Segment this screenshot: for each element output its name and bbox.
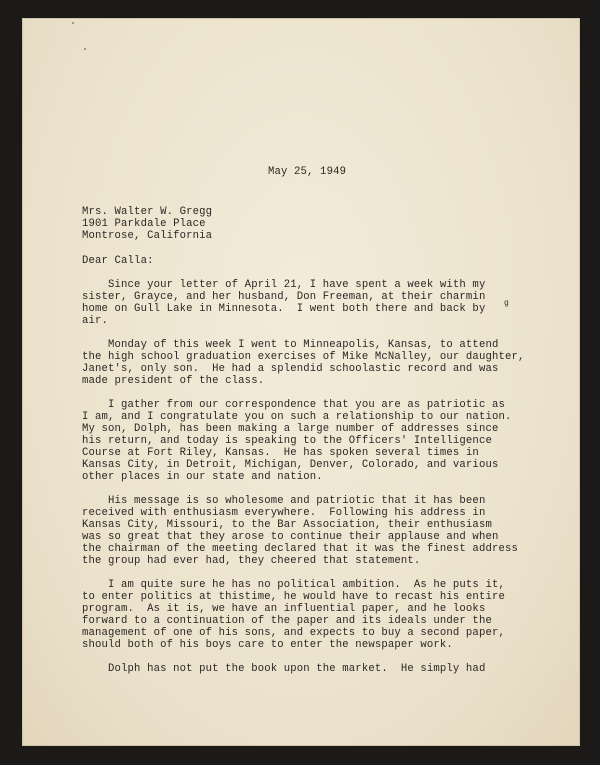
paragraph-5-line-4: forward to a continuation of the paper and its ideals under the: [82, 615, 492, 627]
paragraph-5-line-2: to enter politics at thistime, he would have to recast his entire: [82, 591, 505, 603]
paragraph-2-line-2: the high school graduation exercises of Mike McNalley, our daughter,: [82, 351, 525, 363]
paper-speck: [84, 48, 86, 50]
paragraph-5-line-5: management of one of his sons, and expects to buy a second paper,: [82, 627, 505, 639]
recipient-street: 1901 Parkdale Place: [82, 218, 206, 230]
recipient-city: Montrose, California: [82, 230, 213, 242]
paragraph-4-line-2: received with enthusiasm everywhere. Following his address in: [82, 507, 486, 519]
paragraph-2-line-4: made president of the class.: [82, 375, 265, 387]
paragraph-1-line-1: Since your letter of April 21, I have spent a week with my: [82, 279, 486, 291]
letter-page: [22, 18, 580, 746]
paragraph-3-line-1: I gather from our correspondence that you are as patriotic as: [82, 399, 505, 411]
paragraph-4-line-3: Kansas City, Missouri, to the Bar Association, their enthusiasm: [82, 519, 492, 531]
paragraph-3-line-6: Kansas City, in Detroit, Michigan, Denver, Colorado, and various: [82, 459, 499, 471]
paragraph-4-line-6: the group had ever had, they cheered that statement.: [82, 555, 421, 567]
paragraph-4-line-4: was so great that they arose to continue their applause and when: [82, 531, 499, 543]
paragraph-3-line-3: My son, Dolph, has been making a large number of addresses since: [82, 423, 499, 435]
paragraph-2-line-1: Monday of this week I went to Minneapolis, Kansas, to attend: [82, 339, 499, 351]
paragraph-1-line-4: air.: [82, 315, 109, 327]
paragraph-1-line-3: home on Gull Lake in Minnesota. I went both there and back by: [82, 303, 486, 315]
paragraph-3-line-5: Course at Fort Riley, Kansas. He has spoken several times in: [82, 447, 479, 459]
paragraph-4-line-1: His message is so wholesome and patriotic that it has been: [82, 495, 486, 507]
paper-speck: [72, 22, 74, 24]
paragraph-5-line-3: program. As it is, we have an influential paper, and he looks: [82, 603, 486, 615]
letter-date: May 25, 1949: [268, 166, 347, 178]
paragraph-4-line-5: the chairman of the meeting declared that it was the finest address: [82, 543, 518, 555]
paragraph-2-line-3: Janet's, only son. He had a splendid schoolastic record and was: [82, 363, 499, 375]
paragraph-1-line-2: sister, Grayce, and her husband, Don Freeman, at their charmin: [82, 291, 486, 303]
paragraph-6-line-1: Dolph has not put the book upon the market. He simply had: [82, 663, 486, 675]
paragraph-3-line-4: his return, and today is speaking to the Officers' Intelligence: [82, 435, 492, 447]
margin-correction-mark: g: [504, 299, 509, 308]
paragraph-3-line-2: I am, and I congratulate you on such a relationship to our nation.: [82, 411, 512, 423]
salutation: Dear Calla:: [82, 255, 154, 267]
paragraph-5-line-6: should both of his boys care to enter the newspaper work.: [82, 639, 453, 651]
paragraph-3-line-7: other places in our state and nation.: [82, 471, 323, 483]
recipient-name: Mrs. Walter W. Gregg: [82, 206, 213, 218]
paragraph-5-line-1: I am quite sure he has no political ambition. As he puts it,: [82, 579, 505, 591]
